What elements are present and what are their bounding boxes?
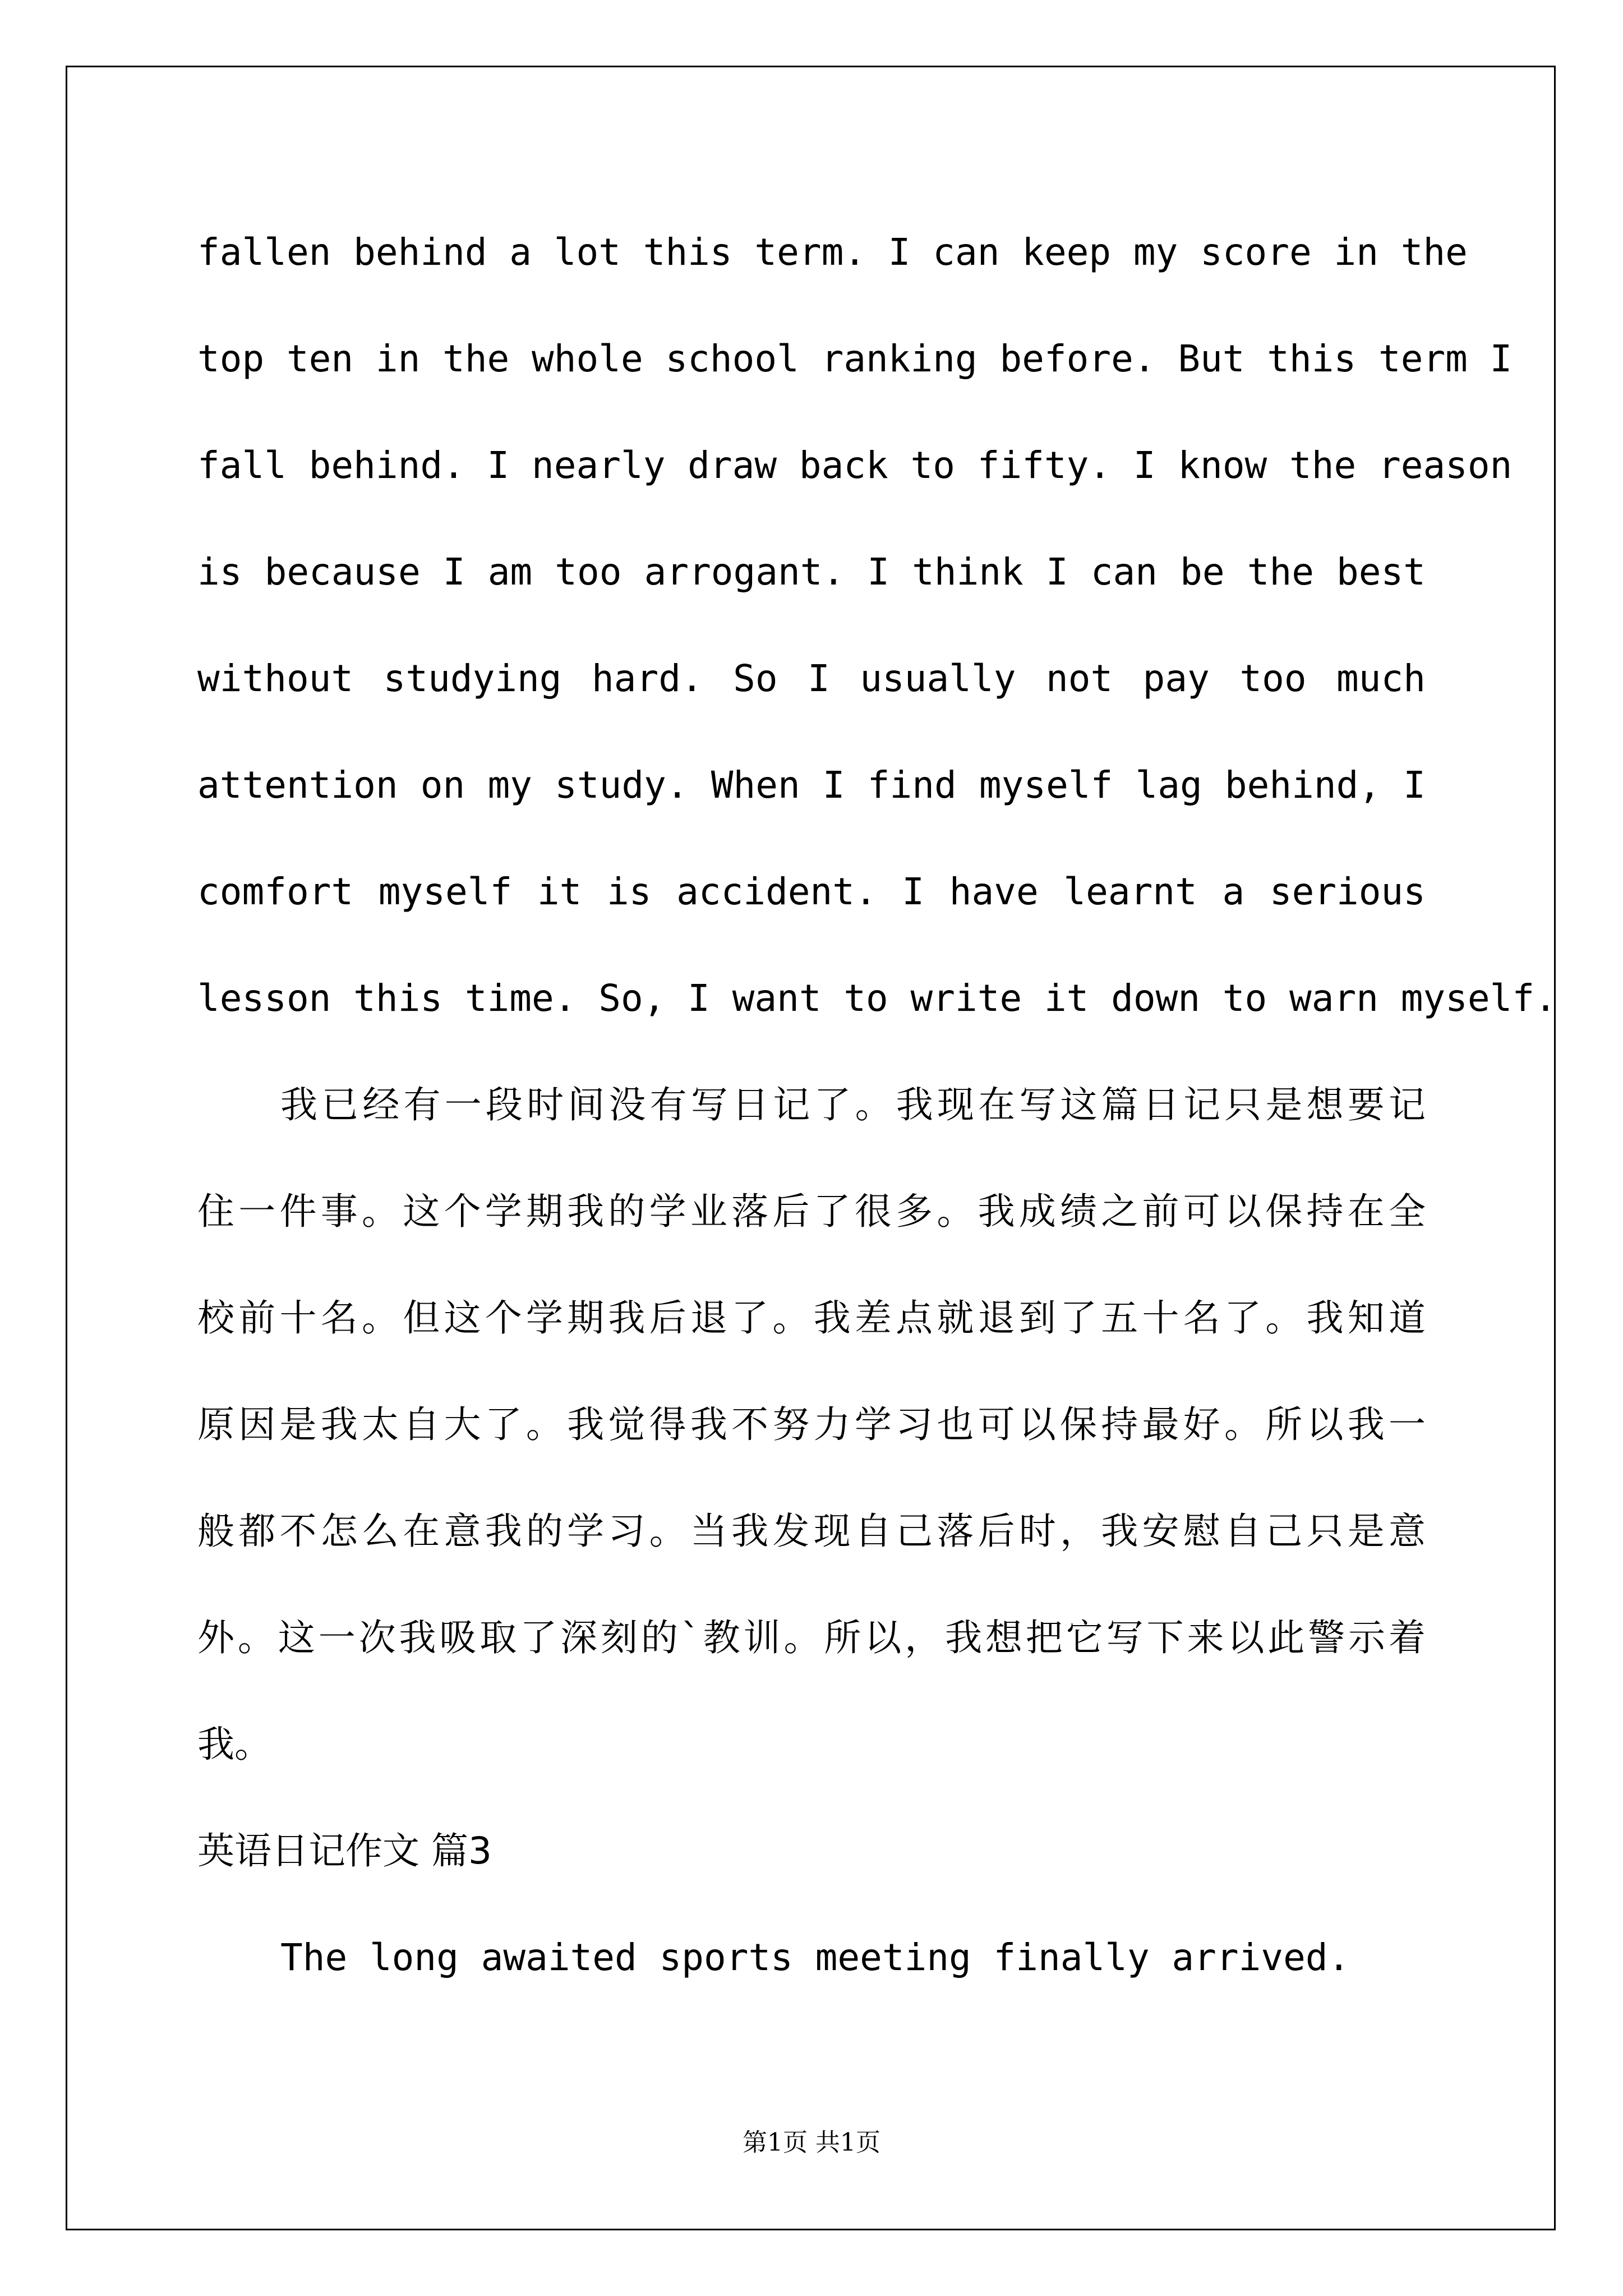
section-first-line: The long awaited sports meeting finally arrived. [280, 1936, 1350, 1979]
english-line-5: without studying hard. So I usually not pay too much [197, 657, 1426, 700]
english-line-8: lesson this time. So, I want to write it down to warn myself. [197, 977, 1557, 1020]
english-line-2: top ten in the whole school ranking before. But this term I [197, 337, 1513, 380]
chinese-line-6: 外。这一次我吸取了深刻的`教训。所以，我想把它写下来以此警示着 [197, 1616, 1426, 1659]
chinese-line-5: 般都不怎么在意我的学习。当我发现自己落后时，我安慰自己只是意 [197, 1510, 1426, 1553]
english-line-1: fallen behind a lot this term. I can keep my score in the [197, 231, 1468, 274]
chinese-line-7: 我。 [197, 1723, 271, 1766]
english-line-3: fall behind. I nearly draw back to fifty. I know the reason [197, 444, 1513, 487]
chinese-line-2: 住一件事。这个学期我的学业落后了很多。我成绩之前可以保持在全 [197, 1190, 1426, 1233]
section-heading: 英语日记作文 篇3 [197, 1829, 492, 1872]
english-line-7: comfort myself it is accident. I have learnt a serious [197, 870, 1426, 913]
english-line-6: attention on my study. When I find myself lag behind, I [197, 763, 1426, 807]
chinese-line-3: 校前十名。但这个学期我后退了。我差点就退到了五十名了。我知道 [197, 1296, 1426, 1340]
chinese-line-4: 原因是我太自大了。我觉得我不努力学习也可以保持最好。所以我一 [197, 1403, 1426, 1446]
chinese-line-1: 我已经有一段时间没有写日记了。我现在写这篇日记只是想要记 [280, 1083, 1426, 1126]
page-footer: 第1页 共1页 [743, 2128, 880, 2157]
english-line-4: is because I am too arrogant. I think I can be the best [197, 550, 1426, 593]
